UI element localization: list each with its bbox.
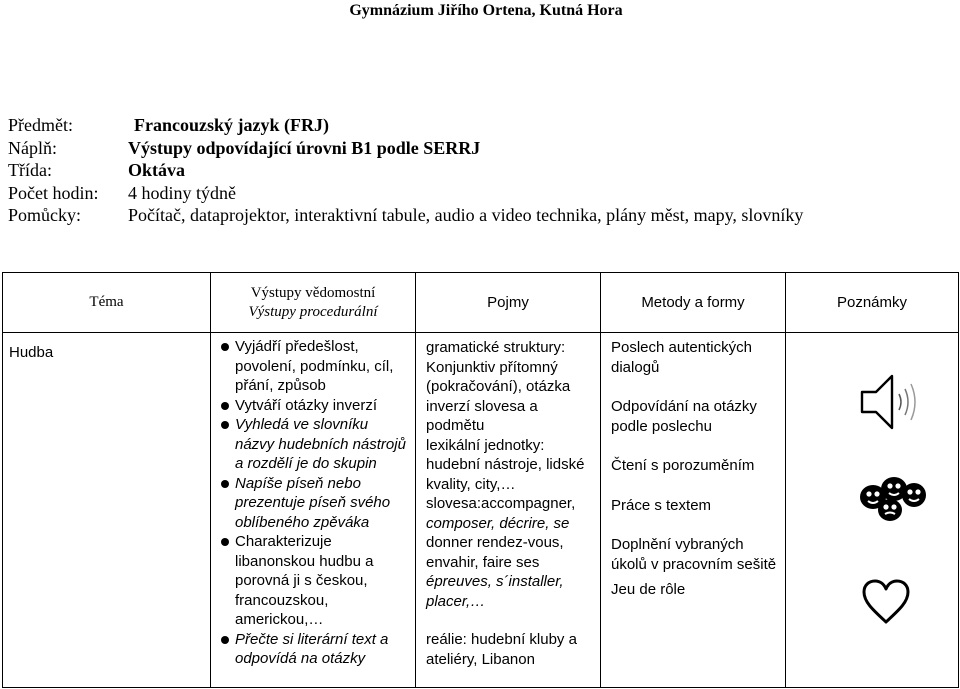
cell-tema: Hudba	[3, 333, 211, 688]
method-item: Práce s textem	[611, 496, 712, 514]
table-row	[3, 333, 959, 688]
smileys-icon	[858, 475, 928, 523]
header-vystupy	[211, 273, 416, 333]
header-tema: Téma	[3, 273, 211, 333]
pojmy-line: ateliéry, Libanon	[426, 650, 535, 668]
outcome-item: Vyjádří předešlost, povolení, podmínku, cíl, přání, způsob	[221, 337, 411, 396]
meta-label: Pomůcky:	[8, 205, 82, 225]
meta-label: Náplň:	[8, 137, 57, 158]
meta-label: Předmět:	[8, 115, 73, 135]
cell-metody	[601, 333, 786, 688]
pojmy-line: envahir, faire ses	[426, 553, 540, 571]
heart-icon	[861, 578, 911, 626]
header-vystupy-proceduralni: Výstupy procedurální	[248, 303, 378, 320]
cell-outcomes	[211, 333, 416, 688]
table-header-row	[3, 273, 959, 333]
cell-poznamky	[786, 333, 959, 688]
pojmy-line: donner rendez-vous,	[426, 534, 564, 551]
school-name: Gymnázium Jiřího Ortena, Kutná Hora	[349, 2, 623, 19]
pojmy-line: Konjunktiv přítomný	[426, 358, 558, 376]
pojmy-line: épreuves, s´installer,	[426, 573, 564, 590]
speaker-icon	[858, 373, 928, 431]
meta-value: Výstupy odpovídající úrovni B1 podle SERRJ	[128, 137, 481, 158]
pojmy-line: gramatické struktury:	[426, 339, 566, 356]
pojmy-line: slovesa:accompagner,	[426, 495, 576, 512]
meta-value: Oktáva	[128, 160, 186, 180]
outcome-item: Napíše píseň nebo prezentuje píseň svého oblíbeného zpěváka	[221, 474, 411, 533]
method-item: Jeu de rôle	[611, 581, 686, 598]
method-item: Doplnění vybraných úkolů v pracovním sešitě	[611, 536, 777, 573]
method-item: Poslech autentických dialogů	[611, 339, 752, 376]
outcome-item: Vytváří otázky inverzí	[221, 396, 411, 416]
outcome-item: Vyhledá ve slovníku názvy hudebních nástrojů a rozdělí je do skupin	[221, 415, 411, 474]
outcome-item: Charakterizuje libanonskou hudbu a porovná ji s českou, francouzskou, americkou,…	[221, 532, 411, 630]
meta-value: 4 hodiny týdně	[128, 182, 236, 203]
method-item: Čtení s porozuměním	[611, 457, 755, 474]
outcome-item: Přečte si literární text a odpovídá na otázky	[221, 630, 411, 669]
curriculum-table	[2, 272, 959, 688]
pojmy-line: placer,…	[426, 592, 486, 610]
pojmy-line: podmětu	[426, 417, 485, 434]
header-pojmy: Pojmy	[416, 273, 601, 333]
meta-value: Počítač, dataprojektor, interaktivní tabule, audio a video technika, plány měst, mapy, slovníky	[128, 205, 804, 225]
cell-pojmy	[416, 333, 601, 688]
header-poznamky: Poznámky	[786, 273, 959, 333]
meta-label: Třída:	[8, 160, 52, 180]
pojmy-line: inverzí slovesa a	[426, 397, 538, 415]
meta-label: Počet hodin:	[8, 182, 99, 203]
pojmy-line: reálie: hudební kluby a	[426, 631, 577, 648]
pojmy-line: lexikální jednotky:	[426, 436, 545, 454]
method-item: Odpovídání na otázky podle poslechu	[611, 398, 757, 435]
pojmy-line: hudební nástroje, lidské	[426, 456, 585, 473]
header-metody: Metody a formy	[601, 273, 786, 333]
header-vystupy-vedomostni: Výstupy vědomostní	[250, 284, 376, 301]
pojmy-line	[426, 611, 594, 630]
meta-value: Francouzský jazyk (FRJ)	[134, 115, 329, 135]
pojmy-line: kvality, city,…	[426, 475, 516, 493]
pojmy-line: (pokračování), otázka	[426, 378, 571, 395]
pojmy-line: composer, décrire, se	[426, 514, 570, 532]
